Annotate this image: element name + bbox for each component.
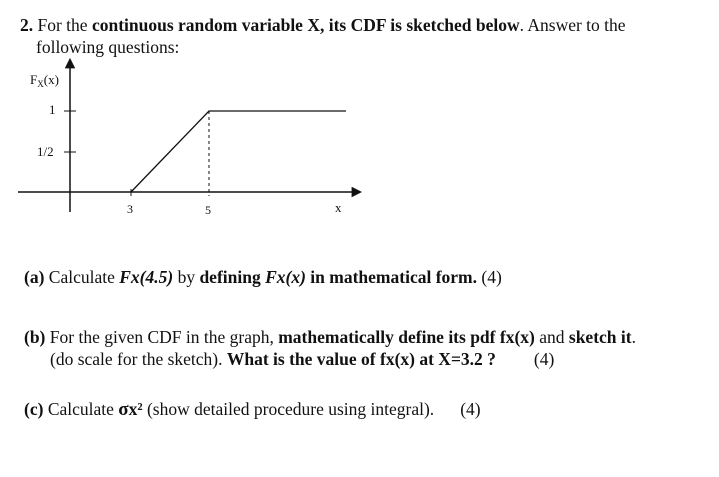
part-b-line2-bold: What is the value of fx(x) at X=3.2 ? — [226, 349, 496, 369]
part-b — [24, 326, 636, 370]
part-b-label: (b) — [24, 327, 46, 347]
part-a — [24, 266, 502, 288]
part-c-label: (c) — [24, 399, 44, 419]
question-text-pre: For the — [33, 15, 92, 35]
cdf-line — [131, 111, 346, 192]
part-c-var: x² — [128, 399, 143, 419]
x-axis-label: x — [335, 200, 342, 215]
part-a-bold: defining — [199, 267, 266, 287]
part-c-marks: (4) — [460, 399, 481, 419]
part-a-fxx: Fx(x) — [265, 267, 306, 287]
part-a-bold2: in mathematical form. — [305, 267, 477, 287]
x-tick-label-3: 3 — [127, 202, 133, 216]
part-b-text3: . — [631, 327, 636, 347]
question-text-line2: following questions: — [36, 37, 180, 57]
part-b-text2: and — [534, 327, 569, 347]
part-b-bold1: mathematically define its pdf fx(x) — [278, 327, 535, 347]
y-tick-label-1: 1 — [49, 102, 56, 117]
part-b-marks: (4) — [533, 349, 555, 369]
part-a-text2: by — [173, 267, 200, 287]
question-text-bold: continuous random variable X, its CDF is sketched below — [91, 15, 520, 35]
part-c-text1: Calculate — [43, 399, 119, 419]
part-c-text2: (show detailed procedure using integral). — [142, 399, 435, 419]
part-c — [24, 398, 481, 421]
part-a-fx45: Fx(4.5) — [119, 267, 174, 287]
x-tick-label-5: 5 — [205, 203, 211, 217]
part-b-line2 — [24, 348, 636, 370]
part-b-line2-text: (do scale for the sketch). — [50, 349, 227, 369]
part-a-text1: Calculate — [44, 267, 120, 287]
question-number: 2. — [20, 15, 34, 35]
y-tick-label-half: 1/2 — [37, 144, 54, 159]
part-a-label: (a) — [24, 267, 45, 287]
part-a-marks: (4) — [477, 267, 502, 287]
question-text-post: . Answer to the — [519, 15, 626, 35]
y-axis-label: $F_X(x)$ — [30, 72, 59, 89]
part-b-text1: For the given CDF in the graph, — [45, 327, 279, 347]
part-c-sigma: σ — [118, 399, 129, 420]
part-b-bold2: sketch it — [568, 327, 632, 347]
